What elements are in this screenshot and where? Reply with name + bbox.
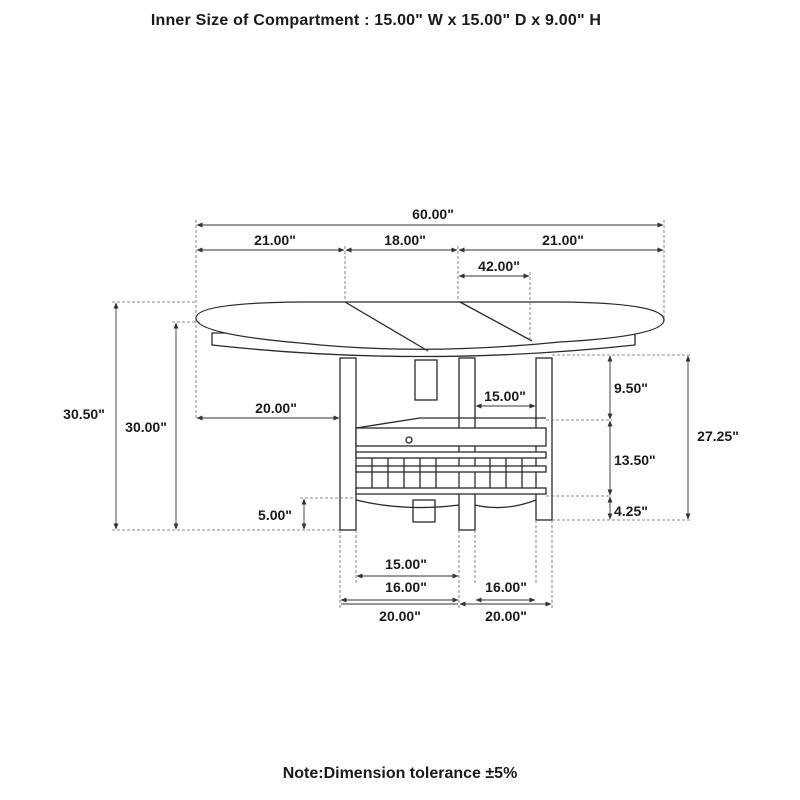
drawer-front [356, 428, 546, 446]
dimension-lines [116, 225, 688, 604]
dim-base-width-right: 16.00" [485, 579, 527, 595]
dim-stretcher-height: 5.00" [258, 507, 292, 523]
dim-compartment-width: 15.00" [484, 388, 526, 404]
dim-top-to-base: 20.00" [255, 400, 297, 416]
dim-base-inner-width: 15.00" [385, 556, 427, 572]
dim-total-height: 30.50" [63, 406, 105, 422]
dim-foot-height: 4.25" [614, 503, 648, 519]
dim-base-width-left: 16.00" [385, 579, 427, 595]
dim-table-height: 30.00" [125, 419, 167, 435]
dim-left-section: 21.00" [254, 232, 296, 248]
dim-right-section: 21.00" [542, 232, 584, 248]
compartment-size-heading: Inner Size of Compartment : 15.00" W x 15.00" D x 9.00" H [150, 12, 602, 29]
center-post [415, 360, 437, 400]
leg-front-left [340, 358, 356, 530]
slat-panel [356, 452, 546, 494]
dim-center-leaf: 18.00" [384, 232, 426, 248]
dim-base-outer-right: 20.00" [485, 608, 527, 624]
dim-upper-clearance: 9.50" [614, 380, 648, 396]
dim-base-outer-left: 20.00" [379, 608, 421, 624]
dimension-labels [63, 206, 739, 624]
dim-base-height: 27.25" [697, 428, 739, 444]
leg-back [413, 500, 435, 522]
compartment-top-edge [356, 418, 546, 428]
dim-compartment-height: 13.50" [614, 452, 656, 468]
drawer-knob-icon [406, 437, 412, 443]
dim-round-diameter: 42.00" [478, 258, 520, 274]
dim-overall-width: 60.00" [412, 206, 454, 222]
stretcher-arch-left [356, 500, 459, 508]
tolerance-note: Note:Dimension tolerance ±5% [282, 765, 518, 782]
stretcher-arch-right [475, 500, 536, 508]
extension-lines [112, 220, 690, 608]
